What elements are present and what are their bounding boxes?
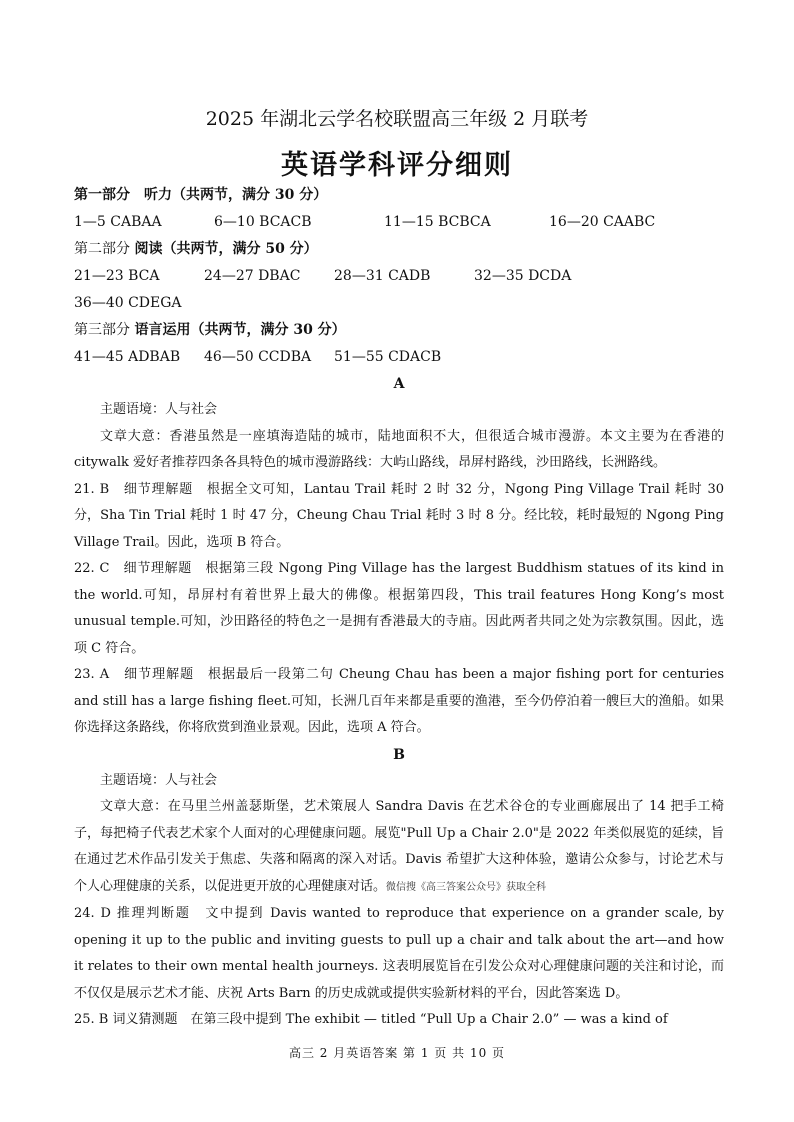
section-a-summary: 文章大意：香港虽然是一座填海造陆的城市，陆地面积不大，但很适合城市漫游。本文主要为在香港的 citywalk 爱好者推荐四条各具特色的城市漫游路线：大屿山路线，昂屏村路线，沙田路线，长洲路线。	[74, 428, 724, 470]
document-title: 英语学科评分细则	[281, 150, 513, 181]
part3-heading-title: 语言运用（共两节，满分 30 分）	[134, 322, 346, 338]
answer-group: 1—5 CABAA	[74, 214, 162, 230]
section-b-summary	[74, 794, 724, 901]
part2-answers-row2	[74, 290, 724, 317]
part2-heading-prefix: 第二部分	[74, 241, 130, 257]
document-body	[74, 182, 724, 1034]
part3-heading-prefix: 第三部分	[74, 322, 130, 338]
part2-heading-title: 阅读（共两节，满分 50 分）	[134, 241, 318, 257]
question-22-explanation: 22. C 细节理解题 根据第三段 Ngong Ping Village has the largest Buddhism statues of its kind in the world.可知，昂屏村有着世界上最大的佛像。根据第四段，This trail features Hong Kong’s most unusual temple.可知，沙田路径的特色之一是拥有香港最大的寺庙。因此两者共同之处为宗教氛围。因此，选项 C 符合。	[74, 561, 724, 656]
part2-heading	[74, 236, 724, 263]
section-b-letter: B	[393, 746, 405, 763]
answer-group: 24—27 DBAC	[204, 268, 301, 284]
part1-heading: 第一部分 听力（共两节，满分 30 分）	[74, 187, 328, 203]
answer-group: 46—50 CCDBA	[204, 349, 312, 365]
page-footer: 高三 2 月英语答案 第 1 页 共 10 页	[288, 1046, 506, 1060]
answer-group: 41—45 ADBAB	[74, 349, 181, 365]
question-23-explanation: 23. A 细节理解题 根据最后一段第二句 Cheung Chau has been a major fishing port for centuries and still has a large fishing fleet.可知，长洲几百年来都是重要的渔港，至今仍停泊着一艘巨大的渔船。如果你选择这条路线，你将欣赏到渔业景观。因此，选项 A 符合。	[74, 667, 724, 735]
answer-group: 11—15 BCBCA	[384, 214, 491, 230]
answer-group: 21—23 BCA	[74, 268, 160, 284]
answer-group: 36—40 CDEGA	[74, 295, 182, 311]
answer-group: 6—10 BCACB	[214, 214, 312, 230]
question-24-explanation: 24. D 推理判断题 文中提到 Davis wanted to reproduce that experience on a grander scale, by opening it up to the public and inviting guests to pull up a chair and talk about the art—and how it relates to their own mental health journeys. 这表明展览旨在引发公众对心理健康问题的关注和讨论，而不仅仅是展示艺术才能、庆祝 Arts Barn 的历史成就或提供实验新材料的平台，因此答案选 D。	[74, 906, 724, 1001]
answer-group: 28—31 CADB	[334, 268, 431, 284]
part3-heading	[74, 317, 724, 344]
watermark-note: 微信搜《高三答案公众号》获取全科	[386, 881, 547, 893]
section-b-theme: 主题语境：人与社会	[100, 772, 218, 788]
question-21-explanation: 21. B 细节理解题 根据全文可知，Lantau Trail 耗时 2 时 32 分，Ngong Ping Village Trail 耗时 30 分，Sha Tin Trial 耗时 1 时 47 分，Cheung Chau Trial 耗时 3 时 8 分。经比较，耗时最短的 Ngong Ping Village Trail。因此，选项 B 符合。	[74, 481, 724, 550]
question-25-explanation: 25. B 词义猜测题 在第三段中提到 The exhibit — titled “Pull Up a Chair 2.0” — was a kind of	[74, 1012, 668, 1027]
answer-group: 32—35 DCDA	[474, 268, 572, 284]
answer-group: 51—55 CDACB	[334, 349, 442, 365]
section-a-letter: A	[393, 376, 405, 392]
part1-answers	[74, 209, 724, 236]
answer-group: 16—20 CAABC	[549, 214, 656, 230]
part3-answers	[74, 344, 724, 371]
exam-title: 2025 年湖北云学名校联盟高三年级 2 月联考	[205, 108, 589, 130]
part2-answers-row1	[74, 263, 724, 290]
section-a-theme: 主题语境：人与社会	[100, 402, 218, 417]
section-b-summary-text: 文章大意：在马里兰州盖瑟斯堡，艺术策展人 Sandra Davis 在艺术谷仓的专业画廊展出了 14 把手工椅子，每把椅子代表艺术家个人面对的心理健康问题。展览"Pull Up a Chair 2.0"是 2022 年类似展览的延续，旨在通过艺术作品引发关于焦虑、失落和隔离的深入对话。Davis 希望扩大这种体验，邀请公众参与，讨论艺术与个人心理健康的关系，以促进更开放的心理健康对话。	[74, 799, 724, 894]
